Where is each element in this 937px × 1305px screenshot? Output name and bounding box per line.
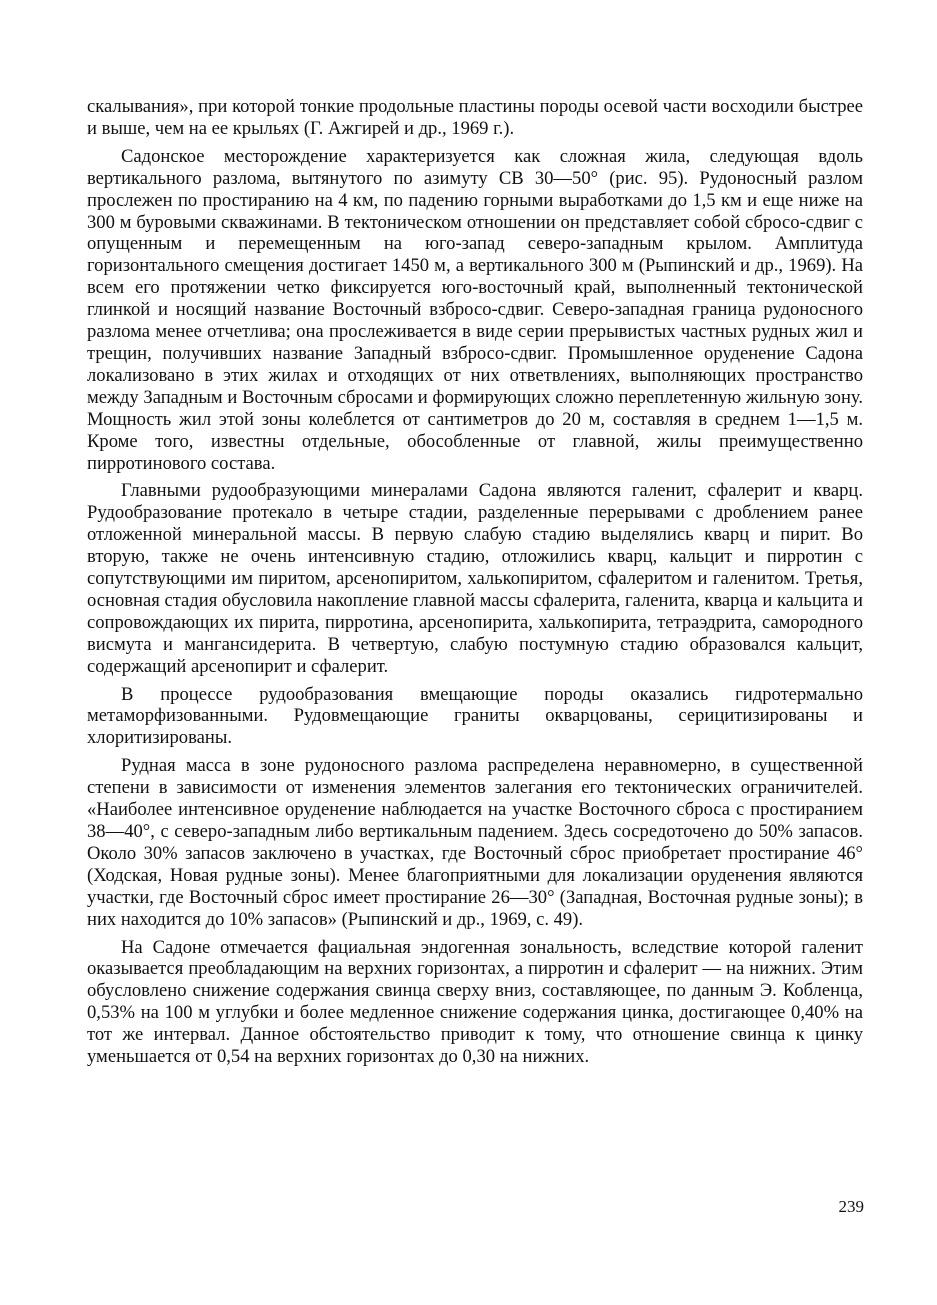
paragraph-ore-distribution: Рудная масса в зоне рудоносного разлома распределена неравномерно, в существенной степени в зависимости от изменения элементов залегания его тектонических ограничителей. «Наиболее интенсивное оруденение наблюдается на участке Восточного сброса с простиранием 38—40°, с северо-западным либо вертикальным падением. Здесь сосредоточено до 50% запасов. Около 30% запасов заключено в участках, где Восточный сброс приобретает простирание 46° (Ходская, Новая рудные зоны). Менее благоприятными для локализации оруденения являются участки, где Восточный сброс имеет простирание 26—30° (Западная, Восточная рудные зоны); в них находится до 10% запасов» (Рыпинский и др., 1969, с. 49). <box>87 755 863 930</box>
paragraph-sadon-deposit: Садонское месторождение характеризуется как сложная жила, следующая вдоль вертикального разлома, вытянутого по азимуту СВ 30—50° (рис. 95). Рудоносный разлом прослежен по простиранию на 4 км, по падению горными выработками до 1,5 км и еще ниже на 300 м буровыми скважинами. В тектоническом отношении он представляет собой сбросо-сдвиг с опущенным и перемещенным на юго-запад северо-западным крылом. Амплитуда горизонтального смещения достигает 1450 м, а вертикального 300 м (Рыпинский и др., 1969). На всем его протяжении четко фиксируется юго-восточный край, выполненный тектонической глинкой и носящий название Восточный взбросо-сдвиг. Северо-западная граница рудоносного разлома менее отчетлива; она прослеживается в виде серии прерывистых частных рудных жил и трещин, получивших название Западный взбросо-сдвиг. Промышленное оруденение Садона локализовано в этих жилах и отходящих от них ответвлениях, выполняющих пространство между Западным и Восточным сбросами и формирующих сложно переплетенную жильную зону. Мощность жил этой зоны колеблется от сантиметров до 20 м, составляя в среднем 1—1,5 м. Кроме того, известны отдельные, обособленные от главной, жилы преимущественно пирротинового состава. <box>87 145 863 474</box>
paragraph-continuation: скалывания», при которой тонкие продольные пластины породы осевой части восходили быстрее и выше, чем на ее крыльях (Г. Ажгирей и др., 1969 г.). <box>87 96 863 139</box>
paragraph-metamorphism: В процессе рудообразования вмещающие породы оказались гидротермально метаморфизованными. Рудовмещающие граниты окварцованы, серицитизированы и хлоритизированы. <box>87 683 863 749</box>
paragraph-minerals: Главными рудообразующими минералами Садона являются галенит, сфалерит и кварц. Рудообразование протекало в четыре стадии, разделенные перерывами с дроблением ранее отложенной минеральной массы. В первую слабую стадию выделялись кварц и пирит. Во вторую, также не очень интенсивную стадию, отложились кварц, кальцит и пирротин с сопутствующими им пиритом, арсенопиритом, халькопиритом, сфалеритом и галенитом. Третья, основная стадия обусловила накопление главной массы сфалерита, галенита, кварца и кальцита и сопровождающих их пирита, пирротина, арсенопирита, халькопирита, тетраэдрита, самородного висмута и мангансидерита. В четвертую, слабую постумную стадию образовался кальцит, содержащий арсенопирит и сфалерит. <box>87 480 863 677</box>
paragraph-zonality: На Садоне отмечается фациальная эндогенная зональность, вследствие которой галенит оказывается преобладающим на верхних горизонтах, а пирротин и сфалерит — на нижних. Этим обусловлено снижение содержания свинца сверху вниз, составляющее, по данным Э. Кобленца, 0,53% на 100 м углубки и более медленное снижение содержания цинка, достигающее 0,40% на тот же интервал. Данное обстоятельство приводит к тому, что отношение свинца к цинку уменьшается от 0,54 на верхних горизонтах до 0,30 на нижних. <box>87 936 863 1068</box>
page-body <box>87 96 863 1074</box>
page-number: 239 <box>838 1197 864 1216</box>
